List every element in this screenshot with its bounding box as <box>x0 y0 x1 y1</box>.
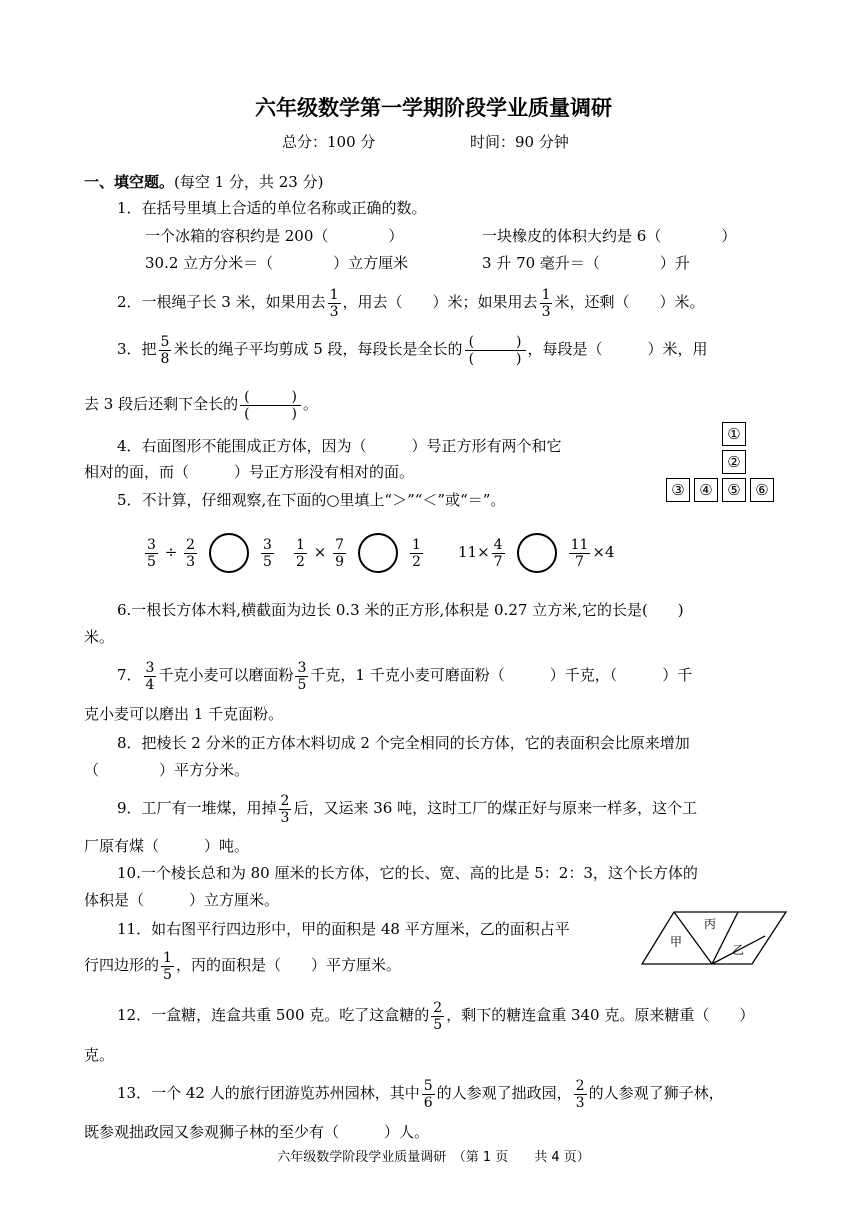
compare-circle[interactable] <box>358 533 398 573</box>
fraction: $\frac{1}{2}$ <box>411 536 421 570</box>
q10-line1: 10.一个棱长总和为 80 厘米的长方体，它的长、宽、高的比是 5：2：3，这个长方体的 <box>117 864 698 882</box>
q2-part1: 2．一根绳子长 3 米，如果用去 <box>117 293 326 311</box>
blank-denominator: ( ) <box>244 405 298 422</box>
compare-circle[interactable] <box>517 533 557 573</box>
denominator: 8 <box>160 350 170 367</box>
net-cell-3: ③ <box>666 478 690 502</box>
q9-part2: 后，又运来 36 吨，这时工厂的煤正好与原来一样多，这个工 <box>293 799 698 817</box>
q3-line2 <box>84 385 318 423</box>
numerator: 5 <box>160 333 170 350</box>
net-cell-1: ① <box>722 422 746 446</box>
section-heading <box>84 172 323 192</box>
fraction: $\frac{2}{3}$ <box>186 536 195 570</box>
q13-part2: 的人参观了拙政园， <box>436 1084 572 1102</box>
section-title: 一、填空题。 <box>84 173 175 191</box>
fraction: $\frac{3}{5}$ <box>297 659 307 693</box>
blank-denominator: ( ) <box>468 350 522 367</box>
q11-part1: 行四边形的 <box>84 956 160 974</box>
q6-line2: 米。 <box>84 628 115 646</box>
fraction: $\frac{3}{5}$ <box>262 536 272 570</box>
blank-fraction[interactable] <box>465 334 526 367</box>
q7-line1 <box>117 656 692 694</box>
q5-expr3 <box>458 530 615 574</box>
page-footer: 六年级数学阶段学业质量调研 （第 1 页 共 4 页） <box>277 1150 590 1165</box>
blank-numerator: ( ) <box>465 334 526 351</box>
q9-line1 <box>117 789 697 827</box>
fraction <box>159 334 172 367</box>
net-cell-6: ⑥ <box>750 478 774 502</box>
fraction <box>540 287 553 320</box>
fraction: $\frac{2}{3}$ <box>575 1077 585 1111</box>
q1-b: 一块橡皮的体积大约是 6（ ） <box>482 227 737 245</box>
q1-c: 30.2 立方分米＝（ ）立方厘米 <box>145 254 409 272</box>
q8-line2: （ ）平方分米。 <box>84 761 250 779</box>
numerator: 1 <box>541 286 551 303</box>
q11-line2 <box>84 946 401 984</box>
q11-part2: ，丙的面积是（ ）平方厘米。 <box>175 956 401 974</box>
blank-numerator: ( ) <box>240 389 301 406</box>
q3-part2: 米长的绳子平均剪成 5 段，每段长是全长的 <box>173 340 463 358</box>
q5-expr1 <box>143 530 276 574</box>
compare-circle[interactable] <box>209 533 249 573</box>
q7-line2: 克小麦可以磨出 1 千克面粉。 <box>84 705 284 723</box>
q13-line2: 既参观拙政园又参观狮子林的至少有（ ）人。 <box>84 1123 430 1141</box>
q2 <box>117 283 705 321</box>
page-title: 六年级数学第一学期阶段学业质量调研 <box>255 96 612 120</box>
q12-part1: 12．一盒糖，连盒共重 500 克。吃了这盒糖的 <box>117 1006 430 1024</box>
numerator: 1 <box>329 286 339 303</box>
fraction: $\frac{1}{2}$ <box>296 536 305 570</box>
net-cell-2: ② <box>722 450 746 474</box>
q5-expr2 <box>292 530 425 574</box>
fraction: $\frac{5}{6}$ <box>423 1077 433 1111</box>
q11-line1: 11．如右图平行四边形中，甲的面积是 48 平方厘米，乙的面积占平 <box>117 920 570 938</box>
section-note: (每空 1 分，共 23 分) <box>174 173 324 191</box>
expr-suffix: ×4 <box>592 543 615 561</box>
q1-a: 一个冰箱的容积约是 200（ ） <box>145 227 404 245</box>
fraction: $\frac{2}{3}$ <box>280 792 290 826</box>
operator: × <box>313 543 327 561</box>
fraction: $\frac{4}{7}$ <box>493 536 503 570</box>
expr-prefix: 11× <box>458 543 490 561</box>
q3-part3: ，每段是（ ）米，用 <box>527 340 708 358</box>
q12-line1 <box>117 996 754 1034</box>
q13-line1 <box>117 1074 724 1112</box>
q9-part1: 9．工厂有一堆煤，用掉 <box>117 799 277 817</box>
q7-part1: 7． <box>117 666 142 684</box>
denominator: 3 <box>541 303 551 320</box>
fraction <box>328 287 341 320</box>
q1-text: 1．在括号里填上合适的单位名称或正确的数。 <box>117 199 427 217</box>
net-cell-5: ⑤ <box>722 478 746 502</box>
q2-part2: ，用去（ ）米；如果用去 <box>342 293 538 311</box>
region-label-jia: 甲 <box>670 935 683 949</box>
q4-line1: 4．右面图形不能围成正方体，因为（ ）号正方形有两个和它 <box>117 437 562 455</box>
q1-d: 3 升 70 毫升＝（ ）升 <box>482 254 690 272</box>
fraction: $\frac{2}{5}$ <box>433 999 443 1033</box>
q3-part5: 。 <box>303 395 319 413</box>
q10-line2: 体积是（ ）立方厘米。 <box>84 891 280 909</box>
fraction: $\frac{3}{4}$ <box>145 659 155 693</box>
q7-part2: 千克小麦可以磨面粉 <box>158 666 294 684</box>
q6-line1: 6.一根长方体木料,横截面为边长 0.3 米的正方形,体积是 0.27 立方米,它的长是( ) <box>117 601 684 619</box>
blank-fraction[interactable] <box>240 389 301 422</box>
exam-time: 时间：90 分钟 <box>470 133 569 151</box>
denominator: 3 <box>329 303 339 320</box>
q3-part1: 3．把 <box>117 340 157 358</box>
net-cell-4: ④ <box>694 478 718 502</box>
q13-part1: 13．一个 42 人的旅行团游览苏州园林，其中 <box>117 1084 420 1102</box>
region-label-bing: 丙 <box>704 917 717 931</box>
q12-line2: 克。 <box>84 1046 115 1064</box>
q13-part3: 的人参观了狮子林， <box>588 1084 724 1102</box>
q3-part4: 去 3 段后还剩下全长的 <box>84 395 239 413</box>
fraction: $\frac{7}{9}$ <box>335 536 344 570</box>
q2-part3: 米，还剩（ ）米。 <box>554 293 705 311</box>
fraction: $\frac{3}{5}$ <box>147 536 156 570</box>
q4-line2: 相对的面，而（ ）号正方形没有相对的面。 <box>84 463 415 481</box>
q7-part3: 千克，1 千克小麦可磨面粉（ ）千克，（ ）千 <box>310 666 693 684</box>
q5-text: 5．不计算，仔细观察,在下面的○里填上“＞”“＜”或“＝”。 <box>117 491 506 509</box>
q3-line1 <box>117 330 708 368</box>
fraction: $\frac{11}{7}$ <box>570 536 589 570</box>
fraction: $\frac{1}{5}$ <box>163 949 172 983</box>
q8-line1: 8．把棱长 2 分米的正方体木料切成 2 个完全相同的长方体，它的表面积会比原来增加 <box>117 734 690 752</box>
region-label-yi: 乙 <box>732 943 745 957</box>
q12-part2: ，剩下的糖连盒重 340 克。原来糖重（ ） <box>446 1006 755 1024</box>
total-score: 总分：100 分 <box>282 133 376 151</box>
parallelogram-figure <box>640 908 790 968</box>
q9-line2: 厂原有煤（ ）吨。 <box>84 837 250 855</box>
operator: ÷ <box>164 543 178 561</box>
